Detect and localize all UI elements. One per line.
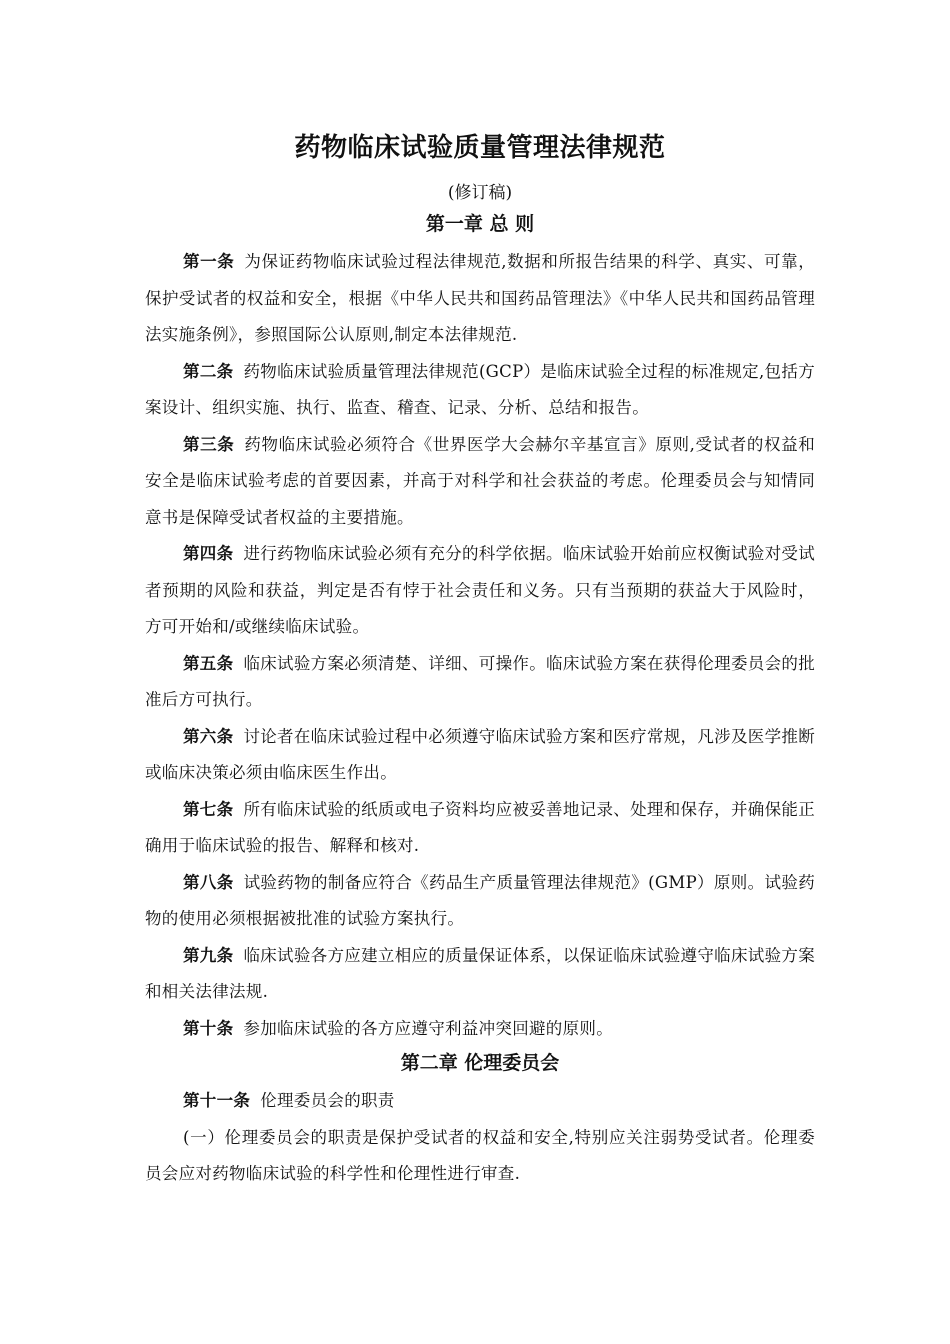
document-title: 药物临床试验质量管理法律规范 xyxy=(294,133,666,163)
article-5 xyxy=(145,646,815,719)
chapter-title: 第二章 伦理委员会 xyxy=(400,1052,560,1074)
article-text: 为保证药物临床试验过程法律规范,数据和所报告结果的科学、真实、可靠，保护受试者的权益和安全，根据《中华人民共和国药品管理法》《中华人民共和国药品管理法实施条例》，参照国际公认原则,制定本法律规范. xyxy=(145,252,815,344)
article-number: 第七条 xyxy=(183,799,234,819)
article-1 xyxy=(145,244,815,354)
article-2 xyxy=(145,354,815,427)
article-text: 试验药物的制备应符合《药品生产质量管理法律规范》(GMP）原则。试验药物的使用必须根据被批准的试验方案执行。 xyxy=(145,872,815,928)
document-page xyxy=(145,128,815,1193)
article-number: 第二条 xyxy=(183,361,234,381)
article-number: 第三条 xyxy=(183,434,235,454)
article-number: 第八条 xyxy=(183,872,234,892)
article-text: (一）伦理委员会的职责是保护受试者的权益和安全,特别应关注弱势受试者。伦理委员会应对药物临床试验的科学性和伦理性进行审查. xyxy=(145,1127,815,1183)
chapter-title: 第一章 总 则 xyxy=(425,213,535,235)
article-8 xyxy=(145,865,815,938)
article-9 xyxy=(145,938,815,1011)
article-number: 第十一条 xyxy=(183,1091,251,1110)
article-text: 药物临床试验质量管理法律规范(GCP）是临床试验全过程的标准规定,包括方案设计、组织实施、执行、监查、稽查、记录、分析、总结和报告。 xyxy=(145,361,816,417)
article-number: 第九条 xyxy=(183,945,234,965)
article-10 xyxy=(145,1011,815,1048)
article-11-clause-1 xyxy=(145,1120,815,1193)
article-6 xyxy=(145,719,815,792)
article-11 xyxy=(145,1083,815,1120)
article-text: 参加临床试验的各方应遵守利益冲突回避的原则。 xyxy=(243,1018,614,1038)
article-number: 第四条 xyxy=(183,544,234,563)
article-number: 第六条 xyxy=(183,726,234,746)
article-number: 第五条 xyxy=(183,653,234,673)
chapter-2 xyxy=(145,1047,815,1193)
article-number: 第十条 xyxy=(183,1018,234,1038)
chapter-1 xyxy=(145,208,815,1047)
article-text: 伦理委员会的职责 xyxy=(260,1091,395,1110)
article-text: 药物临床试验必须符合《世界医学大会赫尔辛基宣言》原则,受试者的权益和安全是临床试验考虑的首要因素，并高于对科学和社会获益的考虑。伦理委员会与知情同意书是保障受试者权益的主要措施。 xyxy=(145,434,815,527)
article-text: 所有临床试验的纸质或电子资料均应被妥善地记录、处理和保存，并确保能正确用于临床试验的报告、解释和核对. xyxy=(145,799,815,855)
article-number: 第一条 xyxy=(183,252,235,271)
article-4 xyxy=(145,536,815,646)
article-3 xyxy=(145,427,815,537)
article-text: 临床试验方案必须清楚、详细、可操作。临床试验方案在获得伦理委员会的批准后方可执行。 xyxy=(145,653,815,709)
article-7 xyxy=(145,792,815,865)
document-subtitle: (修订稿) xyxy=(447,183,513,203)
article-text: 进行药物临床试验必须有充分的科学依据。临床试验开始前应权衡试验对受试者预期的风险和获益，判定是否有悖于社会责任和义务。只有当预期的获益大于风险时，方可开始和/或继续临床试验。 xyxy=(145,544,815,636)
article-text: 临床试验各方应建立相应的质量保证体系，以保证临床试验遵守临床试验方案和相关法律法规. xyxy=(145,945,815,1001)
article-text: 讨论者在临床试验过程中必须遵守临床试验方案和医疗常规，凡涉及医学推断或临床决策必须由临床医生作出。 xyxy=(145,726,815,782)
